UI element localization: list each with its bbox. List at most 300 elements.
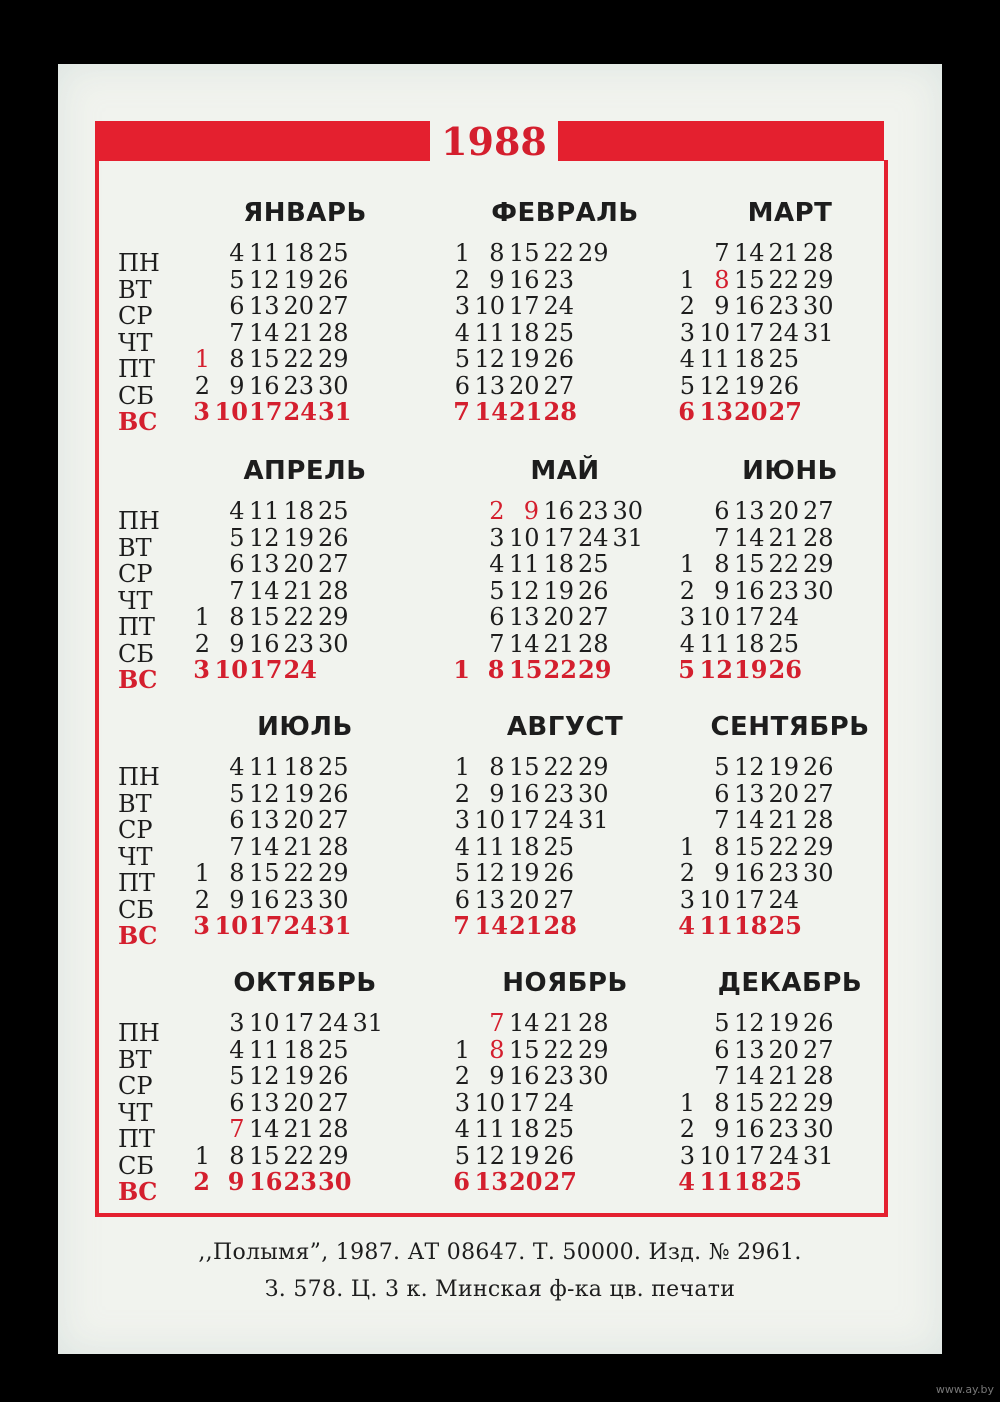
day-cell: 6 <box>714 1035 730 1064</box>
week-row <box>440 1169 690 1196</box>
day-cell: 1 <box>679 832 695 861</box>
day-cell: 23 <box>283 1167 317 1196</box>
day-cell: 16 <box>509 1062 540 1090</box>
month-grid <box>665 1010 915 1196</box>
day-cell: 26 <box>543 859 575 887</box>
week-row <box>665 1169 915 1196</box>
day-cell: 3 <box>679 885 695 914</box>
day-cell: 13 <box>734 497 765 525</box>
day-cell: 21 <box>768 523 800 552</box>
day-cell: 18 <box>734 1167 768 1196</box>
day-cell: 26 <box>578 576 609 605</box>
day-cell: 4 <box>679 345 695 373</box>
day-cell: 11 <box>474 318 506 347</box>
weekday-label: ВС <box>118 407 158 436</box>
month-name: ИЮЛЬ <box>257 712 353 742</box>
day-cell: 26 <box>803 1009 834 1037</box>
day-cell: 14 <box>509 1009 540 1037</box>
day-cell: 11 <box>509 550 540 578</box>
day-cell: 4 <box>489 550 505 578</box>
day-cell: 9 <box>229 371 245 400</box>
imprint-line-1: ,,Полымя”, 1987. АТ 08647. Т. 50000. Изд. № 2961. <box>198 1240 802 1265</box>
week-row <box>665 834 915 861</box>
weekday-label: ЧТ <box>118 586 153 615</box>
day-cell: 28 <box>543 397 577 426</box>
day-cell: 17 <box>509 1088 540 1117</box>
day-cell: 25 <box>318 239 349 267</box>
week-row <box>180 1143 430 1170</box>
day-cell: 14 <box>734 806 765 834</box>
day-cell: 15 <box>734 550 765 578</box>
weekday-label: СБ <box>118 1151 154 1180</box>
day-cell: 14 <box>734 239 765 267</box>
day-cell: 2 <box>679 859 695 887</box>
day-cell: 29 <box>318 1141 349 1170</box>
week-row <box>180 240 430 267</box>
day-cell: 6 <box>229 292 245 320</box>
day-cell: 28 <box>318 576 349 605</box>
day-cell: 2 <box>454 779 470 808</box>
day-cell: 18 <box>734 629 765 658</box>
day-cell: 17 <box>249 397 283 426</box>
day-cell: 11 <box>699 911 733 940</box>
day-cell: 15 <box>249 859 280 887</box>
week-row <box>665 657 915 684</box>
week-row <box>665 1010 915 1037</box>
day-cell: 15 <box>249 345 280 373</box>
week-row <box>440 1010 690 1037</box>
day-cell: 23 <box>768 576 800 605</box>
day-cell: 23 <box>543 779 575 808</box>
day-cell: 10 <box>214 911 248 940</box>
day-cell: 18 <box>543 550 575 578</box>
day-cell: 12 <box>509 576 540 605</box>
day-cell: 6 <box>714 779 730 808</box>
day-cell: 2 <box>194 629 210 658</box>
day-cell: 19 <box>734 371 765 400</box>
imprint-line-2: З. 578. Ц. 3 к. Минская ф-ка цв. печати <box>264 1277 736 1302</box>
day-cell: 8 <box>714 832 730 861</box>
day-cell: 13 <box>734 779 765 808</box>
day-cell: 23 <box>283 885 315 914</box>
day-cell: 9 <box>714 576 730 605</box>
day-cell: 2 <box>679 292 695 320</box>
week-row <box>665 373 915 400</box>
week-row <box>665 887 915 914</box>
day-cell: 13 <box>249 806 280 834</box>
day-cell: 24 <box>318 1009 349 1037</box>
day-cell: 5 <box>678 655 695 684</box>
day-cell: 12 <box>474 345 506 373</box>
day-cell: 20 <box>768 1035 800 1064</box>
day-cell: 5 <box>229 779 245 808</box>
week-row <box>180 631 430 658</box>
day-cell: 5 <box>489 576 505 605</box>
day-cell: 4 <box>454 832 470 861</box>
day-cell: 18 <box>283 1035 315 1064</box>
day-cell: 27 <box>543 371 575 400</box>
month-name: АВГУСТ <box>506 712 624 742</box>
day-cell: 27 <box>318 1088 349 1117</box>
day-cell: 23 <box>543 1062 575 1090</box>
day-cell: 1 <box>453 655 470 684</box>
day-cell: 7 <box>714 523 730 552</box>
day-cell: 4 <box>454 318 470 347</box>
day-cell: 31 <box>318 911 352 940</box>
day-cell: 20 <box>283 806 315 834</box>
day-cell: 30 <box>578 779 609 808</box>
day-cell: 6 <box>678 397 695 426</box>
day-cell: 2 <box>679 576 695 605</box>
day-cell: 4 <box>679 629 695 658</box>
weekday-label: СР <box>118 302 153 330</box>
week-row <box>665 498 915 525</box>
week-row <box>665 320 915 347</box>
day-cell: 31 <box>612 523 644 552</box>
week-row <box>665 1037 915 1064</box>
day-cell: 18 <box>734 345 765 373</box>
day-cell: 12 <box>249 779 280 808</box>
day-cell: 8 <box>489 239 505 267</box>
header-bar-right <box>558 121 884 161</box>
month-grid <box>180 754 430 940</box>
day-cell: 24 <box>543 806 575 834</box>
month-grid <box>665 498 915 684</box>
week-row <box>180 781 430 808</box>
day-cell: 9 <box>714 1115 730 1143</box>
day-cell: 29 <box>803 832 834 861</box>
weekday-label: ПН <box>118 1019 160 1047</box>
day-cell: 8 <box>229 859 245 887</box>
day-cell: 18 <box>509 832 540 861</box>
week-row <box>180 293 430 320</box>
day-cell: 8 <box>714 1088 730 1117</box>
day-cell: 11 <box>249 753 280 781</box>
week-row <box>665 399 915 426</box>
weekday-label: ВТ <box>118 533 152 562</box>
day-cell: 9 <box>523 497 539 525</box>
day-cell: 13 <box>249 292 280 320</box>
week-row <box>440 320 690 347</box>
day-cell: 8 <box>489 1035 505 1064</box>
week-row <box>180 578 430 605</box>
day-cell: 6 <box>454 371 470 400</box>
week-row <box>180 399 430 426</box>
week-row <box>440 373 690 400</box>
week-row <box>440 498 690 525</box>
day-cell: 18 <box>283 239 315 267</box>
day-cell: 30 <box>578 1062 609 1090</box>
day-cell: 9 <box>227 1167 245 1196</box>
month-grid <box>440 754 690 940</box>
day-cell: 29 <box>578 239 609 267</box>
day-cell: 17 <box>509 806 540 834</box>
day-cell: 20 <box>509 1167 543 1196</box>
day-cell: 18 <box>734 911 768 940</box>
day-cell: 19 <box>768 1009 800 1037</box>
day-cell: 14 <box>249 832 280 861</box>
day-cell: 11 <box>699 629 731 658</box>
day-cell: 5 <box>229 523 245 552</box>
day-cell: 22 <box>543 655 577 684</box>
week-row <box>440 1063 690 1090</box>
weekday-label: ПТ <box>118 613 155 641</box>
day-cell: 24 <box>578 523 609 552</box>
day-cell: 21 <box>768 806 800 834</box>
day-cell: 3 <box>454 1088 470 1117</box>
day-cell: 6 <box>453 1167 470 1196</box>
day-cell: 23 <box>768 1115 800 1143</box>
day-cell: 3 <box>229 1009 245 1037</box>
weekday-label: СБ <box>118 895 154 924</box>
week-row <box>440 834 690 861</box>
day-cell: 25 <box>543 318 575 347</box>
day-cell: 5 <box>714 753 730 781</box>
day-cell: 26 <box>318 523 349 552</box>
weekday-label: ВТ <box>118 275 152 304</box>
day-cell: 12 <box>249 1062 280 1090</box>
day-cell: 10 <box>699 885 731 914</box>
day-cell: 12 <box>699 655 733 684</box>
day-cell: 6 <box>714 497 730 525</box>
day-cell: 30 <box>318 629 349 658</box>
month-name: ИЮНЬ <box>742 456 838 486</box>
day-cell: 8 <box>229 603 245 631</box>
week-row <box>440 346 690 373</box>
week-row <box>440 807 690 834</box>
day-cell: 28 <box>803 1062 834 1090</box>
day-cell: 3 <box>193 911 210 940</box>
day-cell: 10 <box>509 523 540 552</box>
day-cell: 3 <box>193 397 210 426</box>
day-cell: 22 <box>283 603 315 631</box>
day-cell: 23 <box>283 629 315 658</box>
day-cell: 14 <box>734 1062 765 1090</box>
week-row <box>440 754 690 781</box>
week-row <box>665 1090 915 1117</box>
day-cell: 6 <box>229 806 245 834</box>
day-cell: 20 <box>543 603 575 631</box>
day-cell: 16 <box>249 629 280 658</box>
day-cell: 1 <box>679 1088 695 1117</box>
weekday-label: СБ <box>118 639 154 668</box>
day-cell: 27 <box>768 397 802 426</box>
week-row <box>440 860 690 887</box>
day-cell: 11 <box>699 1167 733 1196</box>
day-cell: 9 <box>229 885 245 914</box>
week-row <box>180 551 430 578</box>
day-cell: 26 <box>543 345 575 373</box>
day-cell: 31 <box>318 397 352 426</box>
week-row <box>665 860 915 887</box>
day-cell: 30 <box>803 1115 834 1143</box>
day-cell: 20 <box>768 497 800 525</box>
day-cell: 8 <box>714 550 730 578</box>
day-cell: 12 <box>474 859 506 887</box>
month-name: СЕНТЯБРЬ <box>710 712 870 742</box>
week-row <box>180 267 430 294</box>
week-row <box>440 267 690 294</box>
day-cell: 7 <box>489 1009 505 1037</box>
day-cell: 27 <box>543 1167 577 1196</box>
day-cell: 4 <box>229 497 245 525</box>
month-name: ОКТЯБРЬ <box>233 968 377 998</box>
day-cell: 23 <box>768 292 800 320</box>
day-cell: 14 <box>474 397 508 426</box>
weekday-label: ПН <box>118 249 160 277</box>
day-cell: 17 <box>734 1141 765 1170</box>
day-cell: 31 <box>352 1009 384 1037</box>
weekday-label: ПН <box>118 507 160 535</box>
week-row <box>440 1143 690 1170</box>
day-cell: 17 <box>734 318 765 347</box>
week-row <box>665 781 915 808</box>
day-cell: 2 <box>194 885 210 914</box>
day-cell: 15 <box>509 753 540 781</box>
week-row <box>180 1010 430 1037</box>
day-cell: 25 <box>543 832 575 861</box>
day-cell: 12 <box>734 753 765 781</box>
day-cell: 10 <box>214 397 248 426</box>
month-grid <box>180 240 430 426</box>
day-cell: 8 <box>229 1141 245 1170</box>
day-cell: 27 <box>803 779 834 808</box>
day-cell: 15 <box>249 603 280 631</box>
week-row <box>440 631 690 658</box>
day-cell: 21 <box>283 1115 315 1143</box>
week-row <box>180 1037 430 1064</box>
day-cell: 1 <box>454 1035 470 1064</box>
day-cell: 30 <box>318 885 349 914</box>
day-cell: 13 <box>474 1167 508 1196</box>
day-cell: 16 <box>734 1115 765 1143</box>
weekday-label: ПТ <box>118 869 155 897</box>
day-cell: 3 <box>454 292 470 320</box>
week-row <box>180 1169 430 1196</box>
month-grid <box>665 754 915 940</box>
day-cell: 19 <box>734 655 768 684</box>
weekday-label: ВТ <box>118 1045 152 1074</box>
day-cell: 25 <box>768 629 800 658</box>
day-cell: 22 <box>768 550 800 578</box>
day-cell: 29 <box>318 603 349 631</box>
day-cell: 28 <box>803 239 834 267</box>
day-cell: 26 <box>803 753 834 781</box>
day-cell: 9 <box>489 779 505 808</box>
day-cell: 31 <box>578 806 609 834</box>
day-cell: 26 <box>318 265 349 294</box>
day-cell: 20 <box>768 779 800 808</box>
week-row <box>665 267 915 294</box>
day-cell: 16 <box>543 497 575 525</box>
day-cell: 16 <box>249 371 280 400</box>
day-cell: 15 <box>509 239 540 267</box>
day-cell: 7 <box>229 832 245 861</box>
month-grid <box>665 240 915 426</box>
day-cell: 4 <box>678 911 695 940</box>
week-row <box>440 525 690 552</box>
day-cell: 29 <box>803 1088 834 1117</box>
day-cell: 24 <box>768 318 800 347</box>
day-cell: 20 <box>509 371 540 400</box>
day-cell: 13 <box>474 371 506 400</box>
day-cell: 14 <box>249 1115 280 1143</box>
week-row <box>180 346 430 373</box>
day-cell: 25 <box>318 753 349 781</box>
day-cell: 19 <box>768 753 800 781</box>
day-cell: 15 <box>509 655 543 684</box>
day-cell: 4 <box>229 753 245 781</box>
day-cell: 16 <box>509 779 540 808</box>
month-name: ФЕВРАЛЬ <box>491 198 639 228</box>
day-cell: 2 <box>194 371 210 400</box>
day-cell: 13 <box>699 397 733 426</box>
day-cell: 22 <box>543 239 575 267</box>
day-cell: 6 <box>229 1088 245 1117</box>
day-cell: 18 <box>509 318 540 347</box>
day-cell: 26 <box>768 655 802 684</box>
week-row <box>180 373 430 400</box>
day-cell: 30 <box>803 576 834 605</box>
day-cell: 21 <box>283 832 315 861</box>
day-cell: 8 <box>714 265 730 294</box>
week-row <box>665 604 915 631</box>
day-cell: 6 <box>489 603 505 631</box>
week-row <box>665 807 915 834</box>
day-cell: 16 <box>249 1167 283 1196</box>
week-row <box>665 754 915 781</box>
day-cell: 23 <box>578 497 609 525</box>
day-cell: 6 <box>229 550 245 578</box>
day-cell: 1 <box>679 550 695 578</box>
day-cell: 21 <box>509 397 543 426</box>
day-cell: 12 <box>249 265 280 294</box>
day-cell: 3 <box>454 806 470 834</box>
day-cell: 21 <box>509 911 543 940</box>
day-cell: 16 <box>734 859 765 887</box>
day-cell: 17 <box>249 911 283 940</box>
day-cell: 9 <box>489 265 505 294</box>
month-grid <box>180 1010 430 1196</box>
day-cell: 7 <box>453 911 470 940</box>
day-cell: 22 <box>283 859 315 887</box>
week-row <box>440 1090 690 1117</box>
day-cell: 15 <box>249 1141 280 1170</box>
day-cell: 14 <box>734 523 765 552</box>
day-cell: 20 <box>734 397 768 426</box>
week-row <box>180 1063 430 1090</box>
day-cell: 6 <box>454 885 470 914</box>
day-cell: 7 <box>453 397 470 426</box>
day-cell: 4 <box>229 239 245 267</box>
week-row <box>440 293 690 320</box>
day-cell: 11 <box>249 239 280 267</box>
day-cell: 27 <box>318 292 349 320</box>
day-cell: 5 <box>714 1009 730 1037</box>
month-grid <box>440 498 690 684</box>
weekday-label: СР <box>118 1072 153 1100</box>
week-row <box>440 240 690 267</box>
day-cell: 21 <box>768 1062 800 1090</box>
weekday-label: ПТ <box>118 355 155 383</box>
day-cell: 28 <box>578 629 609 658</box>
week-row <box>180 320 430 347</box>
day-cell: 2 <box>679 1115 695 1143</box>
day-cell: 28 <box>578 1009 609 1037</box>
day-cell: 7 <box>714 1062 730 1090</box>
day-cell: 10 <box>474 806 506 834</box>
week-row <box>440 1037 690 1064</box>
